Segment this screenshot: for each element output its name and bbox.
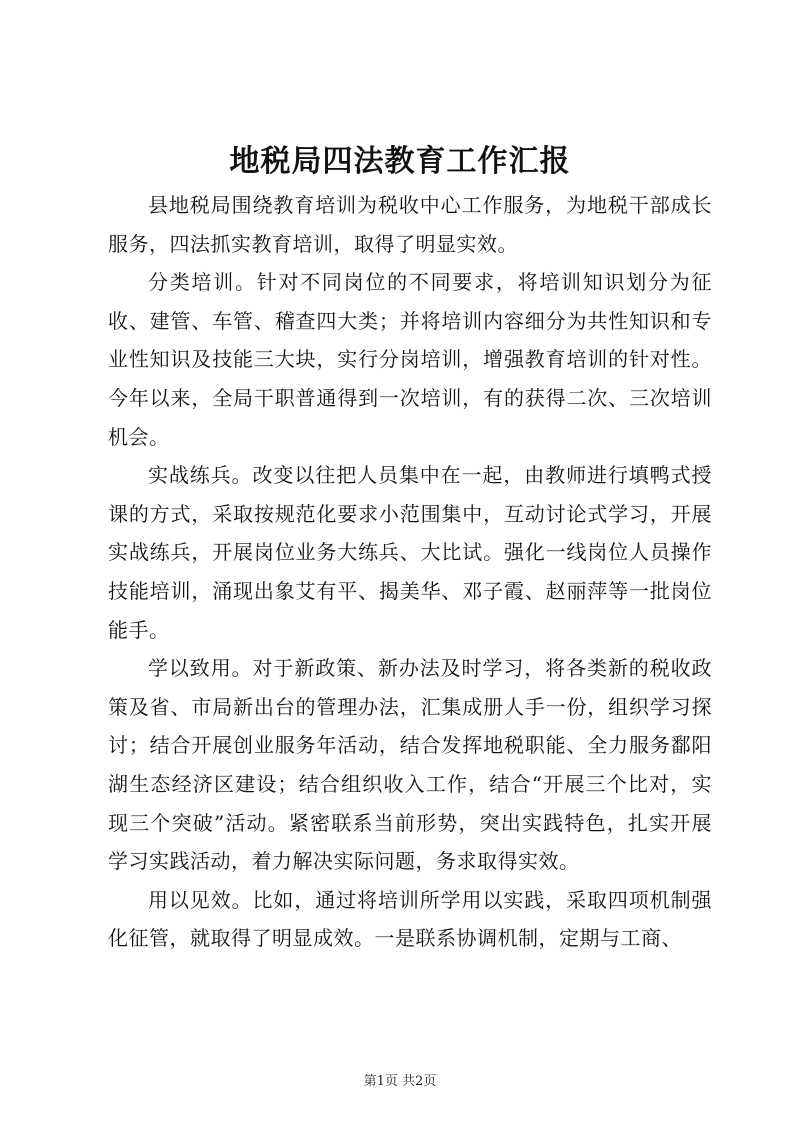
paragraph-classified-training: 分类培训。针对不同岗位的不同要求，将培训知识划分为征收、建管、车管、稽查四大类；并将培训内容细分为共性知识和专业性知识及技能三大块，实行分岗培训，增强教育培训的针对性。今年以来，全局干职普通得到一次培训，有的获得二次、三次培训机会。 bbox=[108, 270, 712, 449]
document-body bbox=[108, 186, 712, 958]
page-number-footer: 第1页 共2页 bbox=[363, 1074, 437, 1089]
paragraph-learn-to-apply: 学以致用。对于新政策、新办法及时学习，将各类新的税收政策及省、市局新出台的管理办法，汇集成册人手一份，组织学习探讨；结合开展创业服务年活动，结合发挥地税职能、全力服务鄱阳湖生态经济区建设；结合组织收入工作，结合“开展三个比对，实现三个突破”活动。紧密联系当前形势，突出实践特色，扎实开展学习实践活动，着力解决实际问题，务求取得实效。 bbox=[108, 656, 712, 874]
paragraph-practical-drill: 实战练兵。改变以往把人员集中在一起，由教师进行填鸭式授课的方式，采取按规范化要求小范围集中，互动讨论式学习，开展实战练兵，开展岗位业务大练兵、大比试。强化一线岗位人员操作技能培训，涌现出象艾有平、揭美华、邓子霞、赵丽萍等一批岗位能手。 bbox=[108, 463, 712, 642]
document-title: 地税局四法教育工作汇报 bbox=[229, 144, 571, 179]
paragraph-intro: 县地税局围绕教育培训为税收中心工作服务，为地税干部成长服务，四法抓实教育培训，取得了明显实效。 bbox=[108, 193, 712, 256]
paragraph-apply-for-results: 用以见效。比如，通过将培训所学用以实践，采取四项机制强化征管，就取得了明显成效。一是联系协调机制，定期与工商、 bbox=[108, 887, 712, 951]
